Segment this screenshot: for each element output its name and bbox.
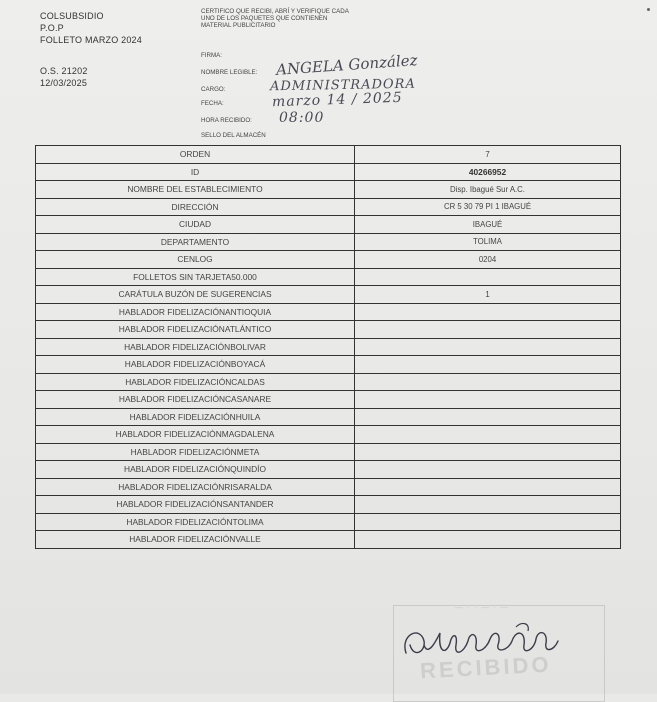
row-value <box>355 338 621 356</box>
row-label: NOMBRE DEL ESTABLECIMIENTO <box>36 181 355 199</box>
table-row <box>36 286 621 304</box>
table-row <box>36 321 621 339</box>
fecha-label: FECHA: <box>201 100 224 107</box>
table-row <box>36 496 621 514</box>
table-row <box>36 163 621 181</box>
row-value <box>355 426 621 444</box>
table-row <box>36 531 621 549</box>
row-value: Disp. Ibagué Sur A.C. <box>355 181 621 199</box>
row-label: HABLADOR FIDELIZACIÓNRISARALDA <box>36 478 355 496</box>
row-value <box>355 513 621 531</box>
row-value <box>355 496 621 514</box>
row-label: ID <box>36 163 355 181</box>
row-value <box>355 268 621 286</box>
firma-label: FIRMA: <box>201 52 222 59</box>
row-value: TOLIMA <box>355 233 621 251</box>
hora-label: HORA RECIBIDO: <box>201 117 252 124</box>
row-value <box>355 443 621 461</box>
table-row <box>36 338 621 356</box>
row-label: HABLADOR FIDELIZACIÓNATLÁNTICO <box>36 321 355 339</box>
order-number: O.S. 21202 <box>40 66 88 76</box>
fecha-handwritten: marzo 14 / 2025 <box>271 89 403 111</box>
table-row <box>36 303 621 321</box>
delivery-table <box>35 145 621 549</box>
row-label: CARÁTULA BUZÓN DE SUGERENCIAS <box>36 286 355 304</box>
row-value <box>355 356 621 374</box>
nombre-label: NOMBRE LEGIBLE: <box>201 69 258 76</box>
row-value <box>355 321 621 339</box>
folleto-title: FOLLETO MARZO 2024 <box>40 35 142 45</box>
corner-mark <box>647 8 650 11</box>
row-value: 0204 <box>355 251 621 269</box>
cargo-label: CARGO: <box>201 86 226 93</box>
row-label: HABLADOR FIDELIZACIÓNANTIOQUIA <box>36 303 355 321</box>
table-row <box>36 181 621 199</box>
table-row <box>36 233 621 251</box>
row-label: CENLOG <box>36 251 355 269</box>
row-label: HABLADOR FIDELIZACIÓNTOLIMA <box>36 513 355 531</box>
row-label: HABLADOR FIDELIZACIÓNMETA <box>36 443 355 461</box>
row-value <box>355 531 621 549</box>
row-label: HABLADOR FIDELIZACIÓNMAGDALENA <box>36 426 355 444</box>
row-value <box>355 373 621 391</box>
table-row <box>36 216 621 234</box>
table-row <box>36 391 621 409</box>
row-label: HABLADOR FIDELIZACIÓNHUILA <box>36 408 355 426</box>
company-name: COLSUBSIDIO <box>40 11 104 21</box>
row-value: 7 <box>355 146 621 164</box>
row-label: HABLADOR FIDELIZACIÓNBOYACÁ <box>36 356 355 374</box>
certification-text: CERTIFICO QUE RECIBI, ABRÍ Y VERIFIQUE CADA UNO DE LOS PAQUETES QUE CONTIENEN MATERIAL PUBLICITARIO <box>201 8 349 29</box>
stamp-text: RECIBIDO <box>419 651 553 684</box>
cargo-handwritten: ADMINISTRADORA <box>269 76 416 95</box>
row-value: CR 5 30 79 PI 1 IBAGUÉ <box>355 198 621 216</box>
header-info <box>40 10 142 89</box>
row-value <box>355 478 621 496</box>
stamp-faded-top: — · · — · — <box>455 603 510 612</box>
row-label: ORDEN <box>36 146 355 164</box>
nombre-handwritten: ANGELA González <box>275 51 419 79</box>
table-row <box>36 408 621 426</box>
hora-handwritten: 08:00 <box>279 110 325 126</box>
row-value <box>355 303 621 321</box>
sello-label: SELLO DEL ALMACÉN <box>201 132 266 139</box>
row-label: FOLLETOS SIN TARJETA50.000 <box>36 268 355 286</box>
row-label: DIRECCIÓN <box>36 198 355 216</box>
row-value: 1 <box>355 286 621 304</box>
table-row <box>36 443 621 461</box>
table-row <box>36 426 621 444</box>
row-label: HABLADOR FIDELIZACIÓNVALLE <box>36 531 355 549</box>
table-row <box>36 513 621 531</box>
row-value <box>355 461 621 479</box>
row-label: HABLADOR FIDELIZACIÓNQUINDÍO <box>36 461 355 479</box>
row-value: IBAGUÉ <box>355 216 621 234</box>
table-row <box>36 356 621 374</box>
table-row <box>36 268 621 286</box>
row-label: HABLADOR FIDELIZACIÓNSANTANDER <box>36 496 355 514</box>
signature <box>398 615 568 670</box>
row-label: HABLADOR FIDELIZACIÓNBOLIVAR <box>36 338 355 356</box>
row-label: DEPARTAMENTO <box>36 233 355 251</box>
table-row <box>36 198 621 216</box>
row-value <box>355 391 621 409</box>
row-label: HABLADOR FIDELIZACIÓNCASANARE <box>36 391 355 409</box>
row-label: HABLADOR FIDELIZACIÓNCALDAS <box>36 373 355 391</box>
row-value <box>355 408 621 426</box>
document-date: 12/03/2025 <box>40 78 88 88</box>
row-value: 40266952 <box>355 163 621 181</box>
pop-label: P.O.P <box>40 23 64 33</box>
table-row <box>36 146 621 164</box>
table-row <box>36 461 621 479</box>
table-row <box>36 373 621 391</box>
table-row <box>36 478 621 496</box>
row-label: CIUDAD <box>36 216 355 234</box>
table-row <box>36 251 621 269</box>
